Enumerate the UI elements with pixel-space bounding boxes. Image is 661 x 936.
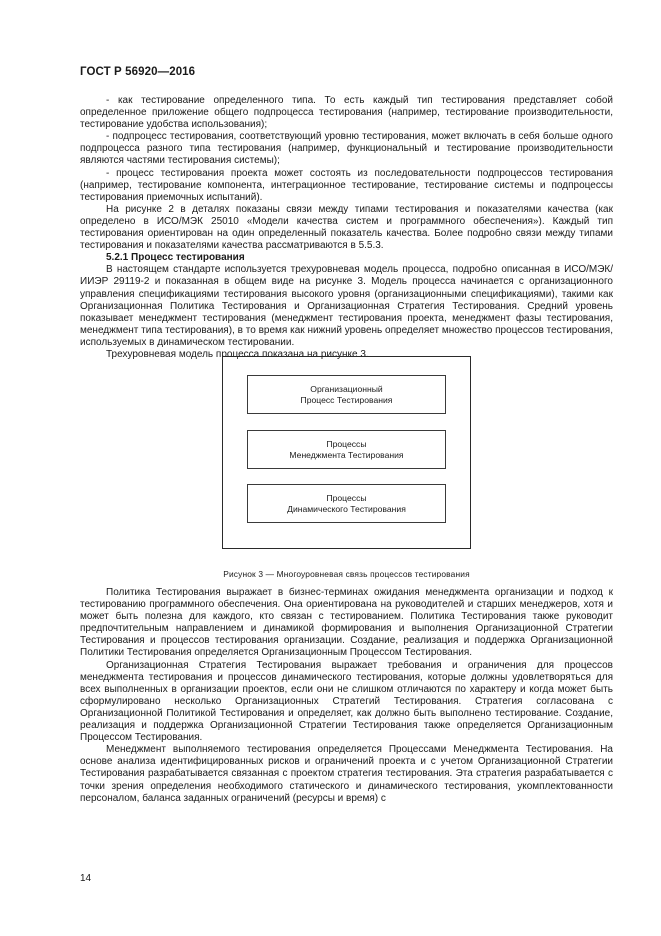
paragraph: - как тестирование определенного типа. То есть каждый тип тестирования представляет собой определенное приложение общего подпроцесса тестирования (например, тестирование производительности, тестирование удобства использования); — [80, 95, 613, 131]
box-label: Процессы — [326, 492, 367, 503]
page-number: 14 — [80, 873, 92, 884]
document-header: ГОСТ Р 56920—2016 — [80, 66, 196, 78]
figure-3-diagram — [222, 356, 471, 549]
paragraph: Политика Тестирования выражает в бизнес-терминах ожидания менеджмента организации и подход к тестированию программного обеспечения. Она ориентирована на руководителей и старших менеджеров, хотя и может быть полезна для каждого, кто связан с тестированием. Политика Тестирования также руководит предпочтительным направлением и динамикой формирования и выполнения Организационной Стратегии Тестирования и процессов тестирования организации. Создание, реализация и поддержка Организационной Политики Тестирования определяется Организационным Процессом Тестирования. — [80, 587, 613, 659]
paragraph: На рисунке 2 в деталях показаны связи между типами тестирования и показателями качества (как определено в ИСО/МЭК 25010 «Модели качества систем и программного обеспечения»). Каждый тип тестирования ориентирован на один определенный показатель качества. Более подробно связи между типами тестирования и показателями качества рассматриваются в 5.5.3. — [80, 203, 613, 252]
paragraph: - процесс тестирования проекта может состоять из последовательности подпроцессов тестирования (например, тестирование компонента, интеграционное тестирование, тестирование системы и подпроцессы тестирования приемочных испытаний). — [80, 167, 613, 203]
paragraph: Менеджмент выполняемого тестирования определяется Процессами Менеджмента Тестирования. На основе анализа идентифицированных рисков и ограничений проекта и с учетом Организационной Стратегии Тестирования разрабатывается связанная с проектом стратегия тестирования. Эта стратегия разрабатывается с точки зрения определения необходимого статического и динамического тестирования, укомплектованности персоналом, баланса заданных ограничений (ресурсы и время) с — [80, 744, 613, 804]
paragraph: Организационная Стратегия Тестирования выражает требования и ограничения для процессов менеджмента тестирования и процессов динамического тестирования, которые должны удовлетворяться для всех выполненных в организации проектов, если они не слишком отличаются по характеру и когда может быть сформулировано несколько Организационных Стратегий Тестирования. Стратегия согласована с Организационной Политикой Тестирования и определяет, как должно быть выполнено тестирование. Создание, реализация и поддержка Организационной Стратегии Тестирования также определяется Организационным Процессом Тестирования. — [80, 659, 613, 744]
box-label: Процессы — [326, 438, 367, 449]
paragraph: В настоящем стандарте используется трехуровневая модель процесса, подробно описанная в ИСО/МЭК/ИИЭР 29119-2 и показанная в общем виде на рисунке 3. Модель процесса начинается с организационного управления спецификациями тестирования высокого уровня (организационными спецификациями), такими как Организационная Политика Тестирования и Организационная Стратегия Тестирования. Средний уровень показывает менеджмент тестирования (менеджмент тестирования проекта, менеджмент фазы тестирования, менеджмент типа тестирования), в то время как нижний уровень определяет множество процессов тестирования, используемых в динамическом тестировании. — [80, 264, 613, 348]
box-label: Процесс Тестирования — [300, 394, 393, 405]
management-process-box — [247, 430, 446, 469]
section-heading: 5.2.1 Процесс тестирования — [106, 252, 245, 264]
upper-text-section — [80, 95, 613, 361]
box-label: Менеджмента Тестирования — [289, 449, 404, 460]
paragraph: Трехуровневая модель процесса показана на рисунке 3. — [106, 348, 369, 360]
paragraph: - подпроцесс тестирования, соответствующий уровню тестирования, может включать в себя больше одного подпроцесса разного типа тестирования (например, функциональный и тестирование производительности являются частями тестирования системы); — [80, 131, 613, 167]
box-label: Организационный — [310, 383, 383, 394]
box-label: Динамического Тестирования — [287, 503, 406, 514]
organizational-process-box — [247, 375, 446, 414]
dynamic-process-box — [247, 484, 446, 523]
lower-text-section — [80, 587, 613, 805]
figure-caption: Рисунок 3 — Многоуровневая связь процессов тестирования — [223, 569, 470, 579]
